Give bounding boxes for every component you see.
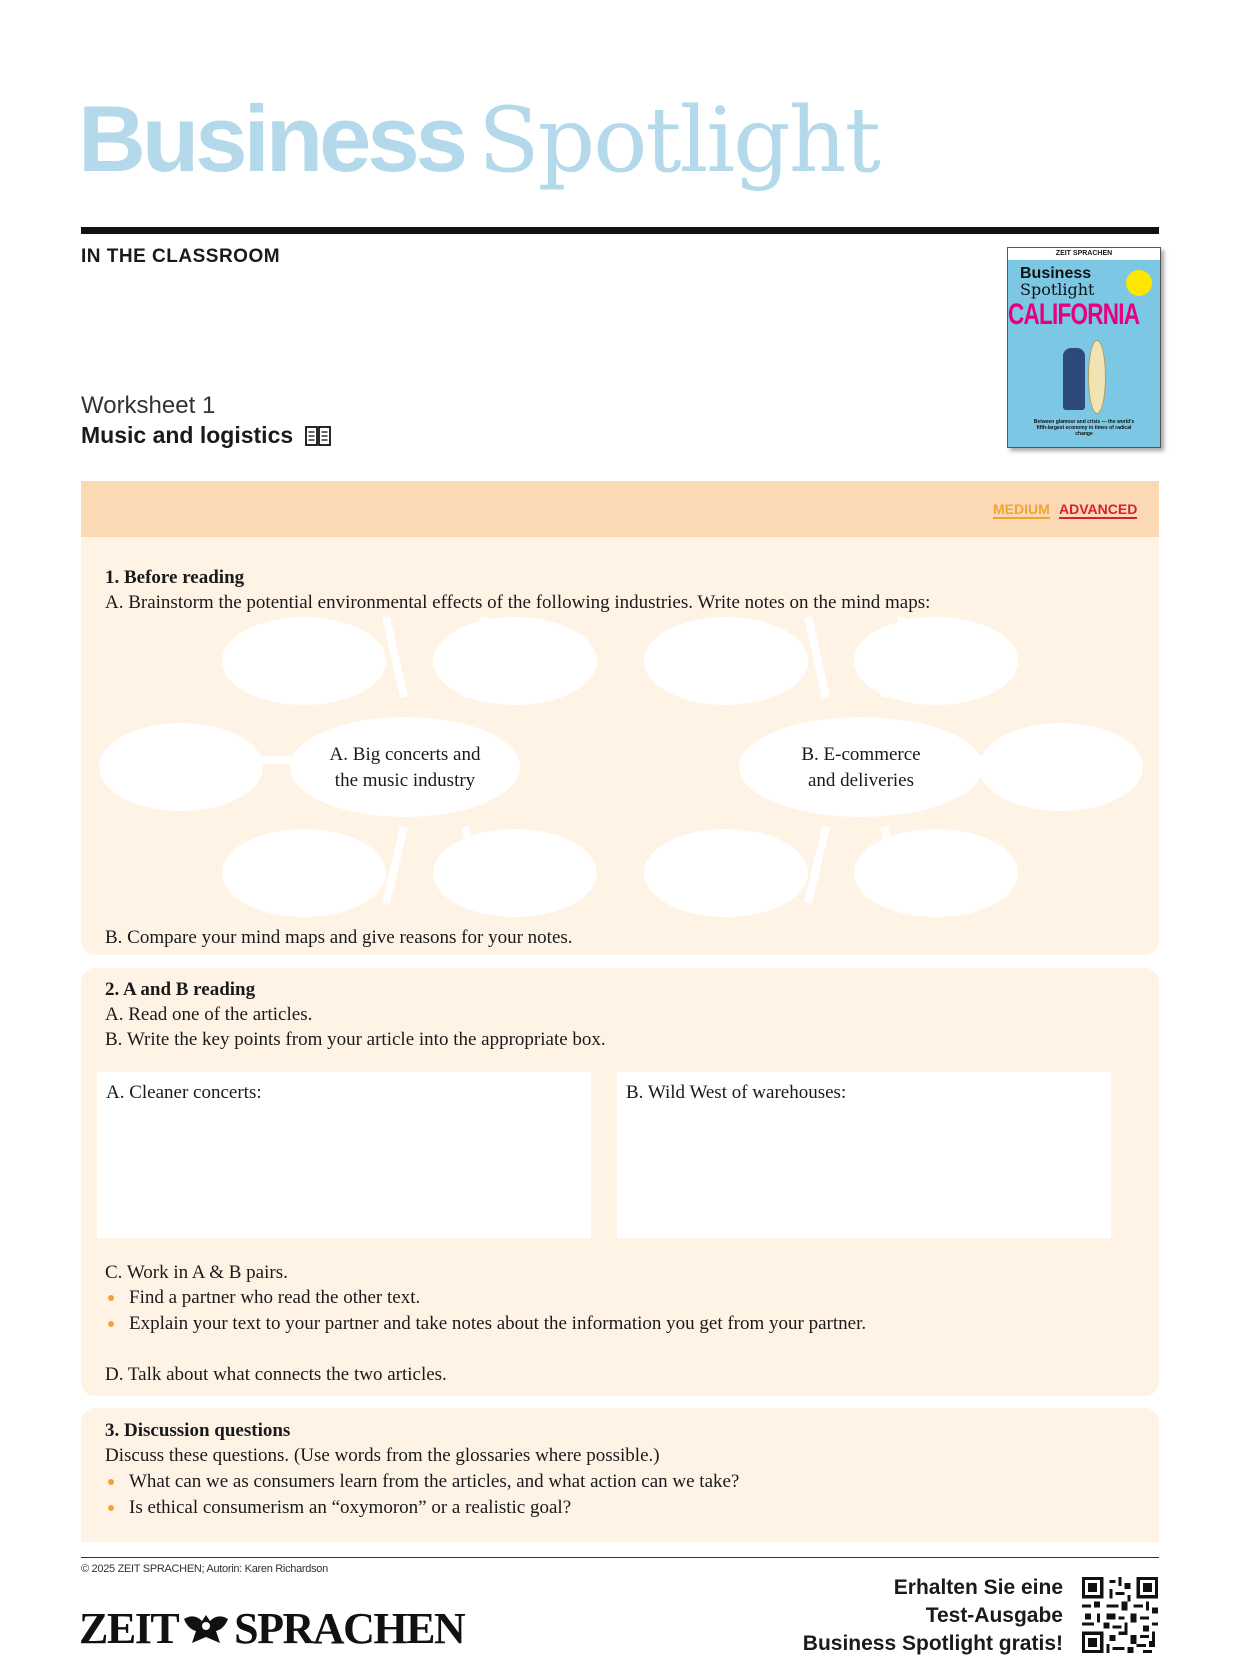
logo-word-spotlight: Spotlight xyxy=(477,88,879,193)
map-b-bubble-top-right[interactable] xyxy=(854,617,1018,705)
section2-bullet: Explain your text to your partner and take notes about the information you get from your partner. xyxy=(105,1311,866,1337)
notes-box-a[interactable] xyxy=(97,1072,591,1238)
section-tag: IN THE CLASSROOM xyxy=(81,246,281,267)
section2-line-b: B. Write the key points from your article into the appropriate box. xyxy=(105,1029,606,1050)
worksheet-title xyxy=(81,422,331,449)
section1-instruction-b: B. Compare your mind maps and give reasons for your notes. xyxy=(105,927,573,948)
magazine-cover[interactable] xyxy=(1007,247,1161,448)
cover-feature: CALIFORNIA xyxy=(1008,298,1140,331)
cover-badge xyxy=(1126,270,1152,296)
promo-line: Test-Ausgabe xyxy=(925,1604,1063,1627)
map-a-label xyxy=(305,742,505,794)
promo-line: Business Spotlight gratis! xyxy=(802,1632,1063,1655)
map-b-bubble-bottom-left[interactable] xyxy=(644,829,808,917)
zeit-logo-left: ZEIT xyxy=(79,1604,179,1653)
map-a-bubble-top-left[interactable] xyxy=(222,617,386,705)
map-a-bubble-top-right[interactable] xyxy=(433,617,597,705)
level-bar xyxy=(81,481,1159,537)
copyright: © 2025 ZEIT SPRACHEN; Autorin: Karen Richardson xyxy=(81,1563,328,1575)
section3-bullet: Is ethical consumerism an “oxymoron” or a realistic goal? xyxy=(105,1495,571,1521)
zeit-logo-right: SPRACHEN xyxy=(234,1604,465,1653)
business-spotlight-logo xyxy=(78,86,879,193)
section1-heading: 1. Before reading xyxy=(105,567,245,588)
worksheet-title-text: Music and logistics xyxy=(81,422,294,448)
section2-line-a: A. Read one of the articles. xyxy=(105,1004,313,1025)
zeit-sprachen-logo[interactable] xyxy=(79,1603,464,1654)
section-before-reading xyxy=(81,537,1159,955)
map-a-label-line2: the music industry xyxy=(334,770,476,791)
qr-code-icon[interactable] xyxy=(1082,1577,1158,1653)
map-b-bubble-right[interactable] xyxy=(979,723,1143,811)
mind-maps xyxy=(81,537,1159,955)
map-b-label-line2: and deliveries xyxy=(807,770,915,791)
map-b-label-line1: B. E-commerce xyxy=(801,744,921,765)
notes-box-b[interactable] xyxy=(617,1072,1111,1238)
cover-tagline: Between glamour and crisis — the world's fifth-largest economy in times of radical change xyxy=(1033,419,1135,437)
section3-intro: Discuss these questions. (Use words from the glossaries where possible.) xyxy=(105,1445,660,1466)
cover-title-line1: Business xyxy=(1020,265,1092,282)
eagle-crest-icon xyxy=(180,1611,232,1647)
section2-line-c: C. Work in A & B pairs. xyxy=(105,1262,288,1283)
map-b-bubble-bottom-right[interactable] xyxy=(854,829,1018,917)
cover-title-line2: Spotlight xyxy=(1020,280,1095,299)
map-b-bubble-top-left[interactable] xyxy=(644,617,808,705)
cover-publisher: ZEIT SPRACHEN xyxy=(1008,248,1160,260)
cover-surfboard-illustration xyxy=(1088,340,1106,414)
cover-title xyxy=(1020,266,1094,298)
level-advanced-badge: ADVANCED xyxy=(1059,501,1138,517)
notes-box-a-label: A. Cleaner concerts: xyxy=(106,1082,262,1103)
cover-person-illustration xyxy=(1063,348,1085,410)
header-rule xyxy=(81,227,1159,234)
map-a-bubble-left[interactable] xyxy=(99,723,263,811)
notes-box-b-label: B. Wild West of warehouses: xyxy=(626,1082,847,1103)
section3-bullet: What can we as consumers learn from the articles, and what action can we take? xyxy=(105,1469,739,1495)
map-a-label-line1: A. Big concerts and xyxy=(329,744,481,765)
open-book-icon xyxy=(305,425,331,447)
level-medium-badge: MEDIUM xyxy=(993,501,1050,517)
promo-text[interactable] xyxy=(803,1574,1063,1658)
logo-word-business: Business xyxy=(78,86,464,191)
map-a-bubble-bottom-right[interactable] xyxy=(433,829,597,917)
worksheet-label: Worksheet 1 xyxy=(81,392,216,419)
section1-instruction-a: A. Brainstorm the potential environmental effects of the following industries. Write notes on the mind maps: xyxy=(105,592,931,613)
promo-line: Erhalten Sie eine xyxy=(893,1576,1063,1599)
footer-rule xyxy=(81,1557,1159,1558)
section3-heading: 3. Discussion questions xyxy=(105,1420,291,1441)
section-ab-reading xyxy=(81,968,1159,1396)
map-b-label xyxy=(761,742,961,794)
section2-bullet: Find a partner who read the other text. xyxy=(105,1285,420,1311)
section2-line-d: D. Talk about what connects the two articles. xyxy=(105,1364,447,1385)
map-a-bubble-bottom-left[interactable] xyxy=(222,829,386,917)
section-discussion xyxy=(81,1408,1159,1542)
section2-heading: 2. A and B reading xyxy=(105,979,256,1000)
